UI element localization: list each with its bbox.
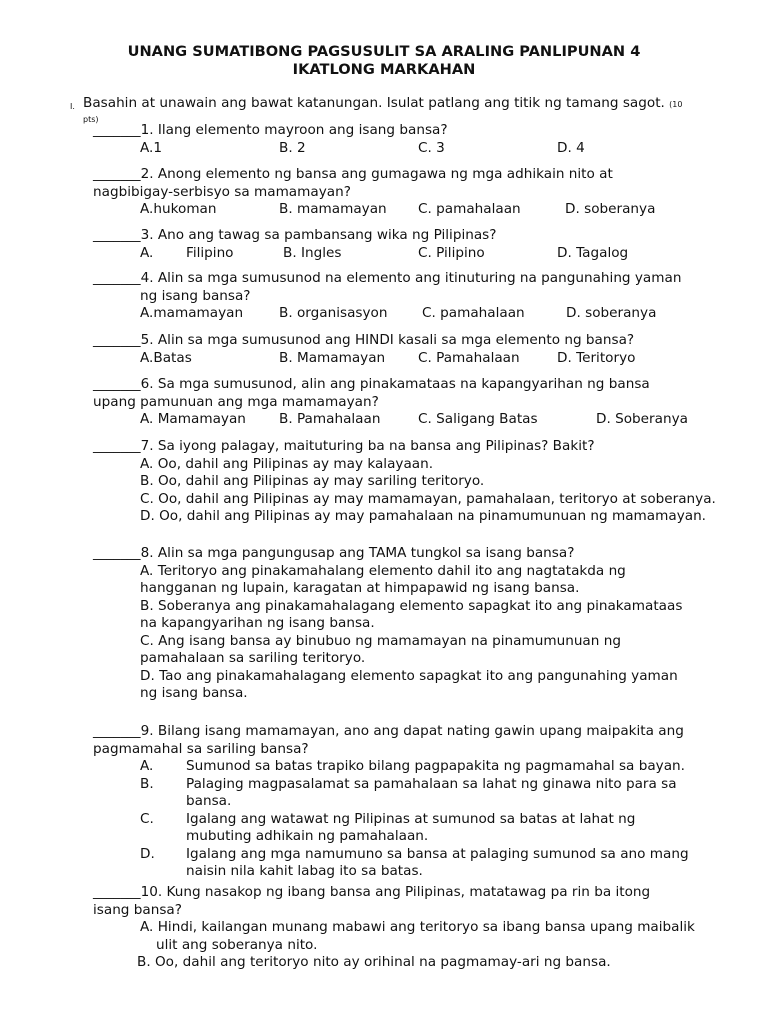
option-c: C. Pilipino: [418, 244, 485, 261]
question-stem: _______3. Ano ang tawag sa pambansang wika ng Pilipinas?: [93, 227, 497, 243]
option-c: C. Saligang Batas: [418, 411, 538, 427]
option-d: D. 4: [557, 139, 585, 156]
choice-letter: B.: [140, 775, 154, 792]
options-row: [93, 245, 753, 263]
choice-b-cont: na kapangyarihan ng isang bansa.: [140, 615, 375, 631]
choice-c-cont: pamahalaan sa sariling teritoryo.: [140, 650, 366, 666]
option-a: A.: [140, 244, 154, 261]
points-label-a: (10: [669, 100, 683, 109]
title-line-2: IKATLONG MARKAHAN: [292, 60, 476, 78]
choice-a: A. Oo, dahil ang Pilipinas ay may kalayaan.: [140, 455, 434, 472]
choice-letter: A.: [140, 758, 154, 774]
option-c: C. 3: [418, 139, 445, 156]
question-stem-cont: isang bansa?: [93, 901, 182, 918]
option-b: B. organisasyon: [279, 305, 388, 321]
option-a: A. Mamamayan: [140, 411, 246, 427]
options-row: [93, 350, 753, 368]
option-c: C. Pamahalaan: [418, 349, 520, 366]
question-stem: _______7. Sa iyong palagay, maituturing ba na bansa ang Pilipinas? Bakit?: [93, 438, 595, 454]
choice-a-cont: ulit ang soberanya nito.: [156, 936, 318, 953]
question-10: [93, 884, 753, 972]
question-stem: _______4. Alin sa mga sumusunod na elemento ang itinuturing na pangunahing yaman: [93, 270, 682, 286]
choice-text: Palaging magpasalamat sa pamahalaan sa lahat ng ginawa nito para sa: [186, 775, 677, 792]
option-b: B. 2: [279, 139, 306, 156]
choice-text: Igalang ang watawat ng Pilipinas at sumunod sa batas at lahat ng: [186, 810, 636, 827]
option-d: D. soberanya: [565, 201, 656, 217]
question-stem: _______6. Sa mga sumusunod, alin ang pinakamataas na kapangyarihan ng bansa: [93, 376, 650, 392]
choice-c: C. Ang isang bansa ay binubuo ng mamamayan na pinamumunuan ng: [140, 632, 621, 649]
instruction-text: Basahin at unawain ang bawat katanungan. Isulat patlang ang titik ng tamang sagot.: [83, 95, 665, 111]
question-6: [93, 376, 753, 429]
question-stem: _______10. Kung nasakop ng ibang bansa ang Pilipinas, matatawag pa rin ba itong: [93, 884, 651, 900]
option-d: D. Soberanya: [596, 411, 688, 427]
choice-letter: D.: [140, 845, 155, 862]
choice-b: [93, 776, 753, 811]
option-d: D. Teritoryo: [557, 349, 636, 366]
choice-text: Igalang ang mga namumuno sa bansa at palaging sumunod sa ano mang: [186, 845, 689, 862]
question-stem: _______1. Ilang elemento mayroon ang isang bansa?: [93, 122, 448, 138]
option-c: C. pamahalaan: [418, 201, 521, 217]
question-stem: _______9. Bilang isang mamamayan, ano ang dapat nating gawin upang maipakita ang: [93, 723, 684, 739]
choice-text: Sumunod sa batas trapiko bilang pagpapakita ng pagmamahal sa bayan.: [186, 758, 685, 774]
choice-c: C. Oo, dahil ang Pilipinas ay may mamamayan, pamahalaan, teritoryo at soberanya.: [140, 490, 716, 507]
question-2: [93, 166, 753, 219]
options-row: [93, 140, 753, 158]
choice-text-cont: naisin nila kahit labag ito sa batas.: [186, 863, 423, 879]
choice-a: A. Hindi, kailangan munang mabawi ang teritoryo sa ibang bansa upang maibalik: [140, 919, 695, 935]
option-c: C. pamahalaan: [422, 305, 525, 321]
points-label-b: pts): [83, 115, 99, 124]
choice-d: D. Tao ang pinakamahalagang elemento sapagkat ito ang pangunahing yaman: [140, 667, 678, 684]
question-stem-cont: ng isang bansa?: [140, 287, 251, 304]
choice-d: D. Oo, dahil ang Pilipinas ay may pamahalaan na pinamumunuan ng mamamayan.: [140, 508, 707, 524]
question-stem: _______5. Alin sa mga sumusunod ang HINDI kasali sa mga elemento ng bansa?: [93, 332, 635, 348]
choice-c: [93, 811, 753, 846]
option-a: A.mamamayan: [140, 305, 244, 321]
question-7: [93, 438, 753, 526]
question-1: [93, 122, 753, 157]
question-4: [93, 270, 753, 323]
choice-b: B. Soberanya ang pinakamahalagang elemento sapagkat ito ang pinakamataas: [140, 597, 683, 614]
choice-a: A. Teritoryo ang pinakamahalang elemento dahil ito ang nagtatakda ng: [140, 562, 626, 579]
title-line-1: UNANG SUMATIBONG PAGSUSULIT SA ARALING PANLIPUNAN 4: [127, 43, 641, 60]
choice-letter: C.: [140, 810, 154, 827]
option-d: D. soberanya: [566, 305, 657, 321]
choice-b: B. Oo, dahil ang Pilipinas ay may sariling teritoryo.: [140, 473, 485, 489]
question-stem-cont: upang pamunuan ang mga mamamayan?: [93, 393, 379, 410]
option-b: B. Ingles: [283, 244, 342, 261]
option-d: D. Tagalog: [557, 244, 629, 261]
option-a: A.1: [140, 139, 163, 156]
question-5: [93, 332, 753, 367]
question-3: [93, 227, 753, 262]
question-8: [93, 545, 753, 703]
choice-d-cont: ng isang bansa.: [140, 685, 248, 701]
option-a: A.hukoman: [140, 201, 217, 217]
options-row: [93, 201, 753, 219]
question-stem-cont: pagmamahal sa sariling bansa?: [93, 740, 309, 757]
option-b: B. mamamayan: [279, 201, 387, 217]
question-9: [93, 723, 753, 881]
option-b: B. Mamamayan: [279, 349, 386, 366]
question-stem-cont: nagbibigay-serbisyo sa mamamayan?: [93, 183, 351, 200]
question-stem: _______8. Alin sa mga pangungusap ang TAMA tungkol sa isang bansa?: [93, 545, 575, 561]
choice-d: [93, 846, 753, 881]
options-row: [93, 305, 753, 323]
choice-a-cont: hangganan ng lupain, karagatan at himpapawid ng isang bansa.: [140, 580, 580, 596]
exam-title: [0, 43, 768, 78]
question-stem: _______2. Anong elemento ng bansa ang gumagawa ng mga adhikain nito at: [93, 166, 613, 182]
choice-a: [93, 758, 753, 776]
options-row: [93, 411, 753, 429]
option-b: B. Pamahalaan: [279, 411, 381, 427]
choice-text-cont: mubuting adhikain ng pamahalaan.: [186, 828, 429, 844]
option-a-text: Filipino: [186, 244, 234, 261]
choice-b: B. Oo, dahil ang teritoryo nito ay orihinal na pagmamay-ari ng bansa.: [137, 954, 611, 970]
section-numeral: I.: [70, 102, 75, 111]
option-a: A.Batas: [140, 349, 192, 366]
choice-text-cont: bansa.: [186, 793, 232, 809]
